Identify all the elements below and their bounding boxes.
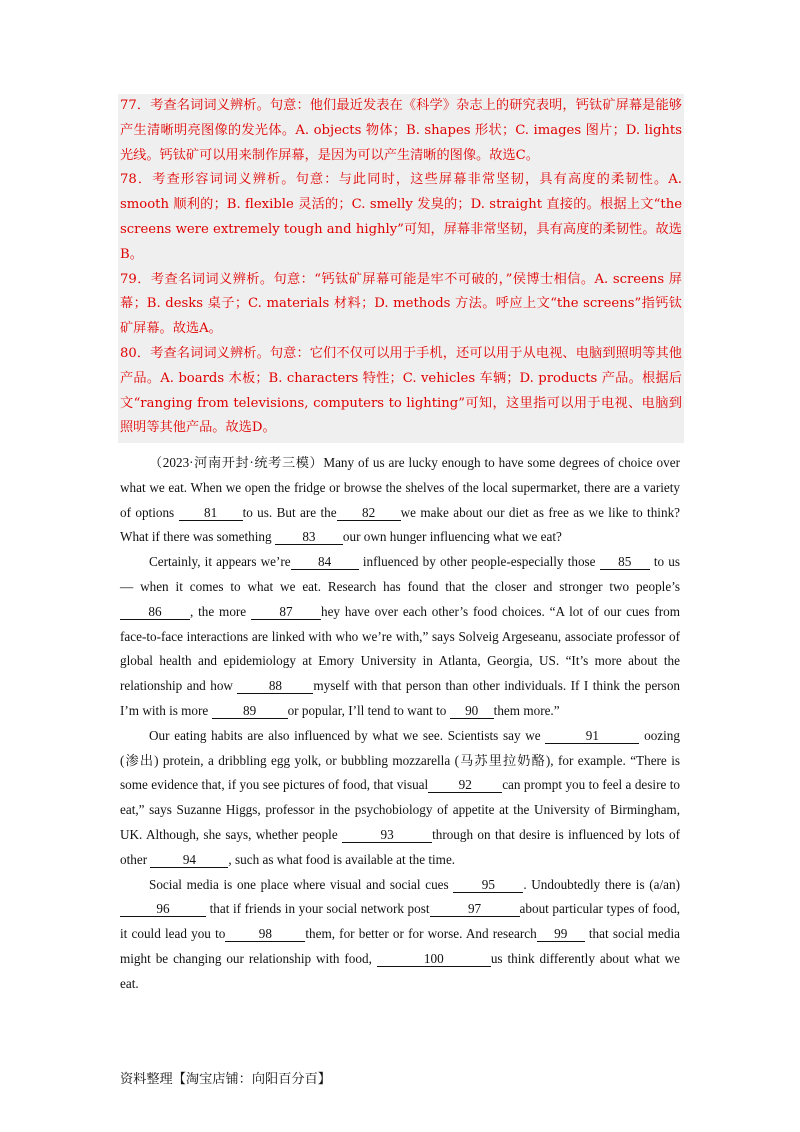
passage-text: we make about our diet as free as we like to think? What if there was something [120,504,681,545]
passage-text: , such as what food is available at the time. [228,851,456,867]
blank-94[interactable]: 94 [150,852,228,868]
passage-text: that social media might be changing our relationship with food, [120,926,681,966]
answer-80: 80．考查名词词义辨析。句意：它们不仅可以用于手机，还可以用于从电视、电脑到照明等其他产品。A. boards 木板；B. characters 特性；C. vehicles 车辆；D. products 产品。根据后文“ranging from televisions, computers to lighting”可知，这里指可以用于电视、电脑到照明等其他产品。故选D。 [120,345,682,436]
passage-text: hey have over each other’s food choices. “A lot of our cues from face-to-face interactions are linked with who we’re with,” says Solveig Argeseanu, associate professor of global health and epidemiology at Emory University in Atlanta, Georgia, US. “It’s more about the relationship and how [120,603,680,694]
answer-78: 78．考查形容词词义辨析。句意：与此同时，这些屏幕非常坚韧，具有高度的柔韧性。A. smooth 顺利的；B. flexible 灵活的；C. smelly 发臭的；D. straight 直接的。根据上文“the screens were extremely tough and highly”可知，屏幕非常坚韧，具有高度的柔韧性。故选B。 [120,172,682,262]
blank-97[interactable]: 97 [430,901,520,917]
passage-text: or popular, I’ll tend to want to [287,702,447,718]
passage-text: our own hunger influencing what we eat? [342,529,562,545]
answer-explanations [118,94,684,443]
passage-text: that if friends in your social network post [209,901,430,917]
blank-93[interactable]: 93 [342,827,432,843]
cloze-passage [120,451,680,997]
passage-text: oozing (渗出) protein, a dribbling egg yolk, or bubbling mozzarella (马苏里拉奶酪), for example. “There is some evidence that, if you see pictures of food, that visual [120,727,680,793]
passage-text: Social media is one place where visual and social cues [149,876,449,892]
passage-paragraph-2 [120,550,680,724]
passage-text: influenced by other people-especially those [362,554,596,570]
passage-text: Certainly, it appears we’re [149,554,291,570]
blank-83[interactable]: 83 [275,529,343,545]
source-note: （2023·河南开封·统考三模） [149,455,324,470]
passage-paragraph-3 [120,724,680,873]
passage-text: about particular types of food, it could lead you to [120,901,681,942]
blank-85[interactable]: 85 [600,554,650,570]
passage-paragraph-4 [120,873,680,997]
passage-text: them more.” [493,702,560,718]
blank-90[interactable]: 90 [450,703,494,719]
passage-text: them, for better or for worse. And research [305,926,537,942]
passage-text: . Undoubtedly there is (a/an) [523,876,680,892]
passage-paragraph-1 [120,451,680,550]
blank-88[interactable]: 88 [237,678,313,694]
passage-text: through on that desire is influenced by lots of other [120,826,681,867]
blank-95[interactable]: 95 [453,877,523,893]
footer-note: 资料整理【淘宝店铺：向阳百分百】 [120,1072,331,1087]
passage-text: , the more [190,603,247,619]
blank-86[interactable]: 86 [120,604,190,620]
blank-81[interactable]: 81 [179,505,243,521]
passage-text: us think differently about what we eat. [120,950,681,991]
blank-91[interactable]: 91 [545,728,639,744]
answer-79: 79．考查名词词义辨析。句意：“钙钛矿屏幕可能是牢不可破的，”侯博士相信。A. screens 屏幕；B. desks 桌子；C. materials 材料；D. methods 方法。呼应上文“the screens”指钙钛矿屏幕。故选A。 [120,271,682,337]
blank-100[interactable]: 100 [377,951,491,967]
blank-84[interactable]: 84 [291,554,359,570]
blank-96[interactable]: 96 [120,901,206,917]
passage-text: to us — when it comes to what we eat. Research has found that the closer and stronger two people’s [120,554,681,594]
blank-89[interactable]: 89 [212,703,288,719]
blank-98[interactable]: 98 [225,926,305,942]
passage-text: Our eating habits are also influenced by what we see. Scientists say we [149,727,541,743]
passage-text: to us. But are the [242,504,337,520]
blank-82[interactable]: 82 [337,505,401,521]
passage-text: Many of us are lucky enough to have some degrees of choice over what we eat. When we open the fridge or browse the shelves of the local supermarket, there are a variety of options [120,455,680,520]
blank-87[interactable]: 87 [251,604,321,620]
answer-77: 77．考查名词词义辨析。句意：他们最近发表在《科学》杂志上的研究表明，钙钛矿屏幕是能够产生清晰明亮图像的发光体。A. objects 物体；B. shapes 形状；C. images 图片；D. lights 光线。钙钛矿可以用来制作屏幕，是因为可以产生清晰的图像。故选C。 [120,98,682,163]
passage-text: myself with that person than other individuals. If I think the person I’m with is more [120,678,681,718]
passage-text: can prompt you to feel a desire to eat,” says Suzanne Higgs, professor in the psychobiology of appetite at the University of Birmingham, UK. Although, she says, whether people [120,777,680,842]
blank-99[interactable]: 99 [537,926,585,942]
blank-92[interactable]: 92 [428,777,502,793]
